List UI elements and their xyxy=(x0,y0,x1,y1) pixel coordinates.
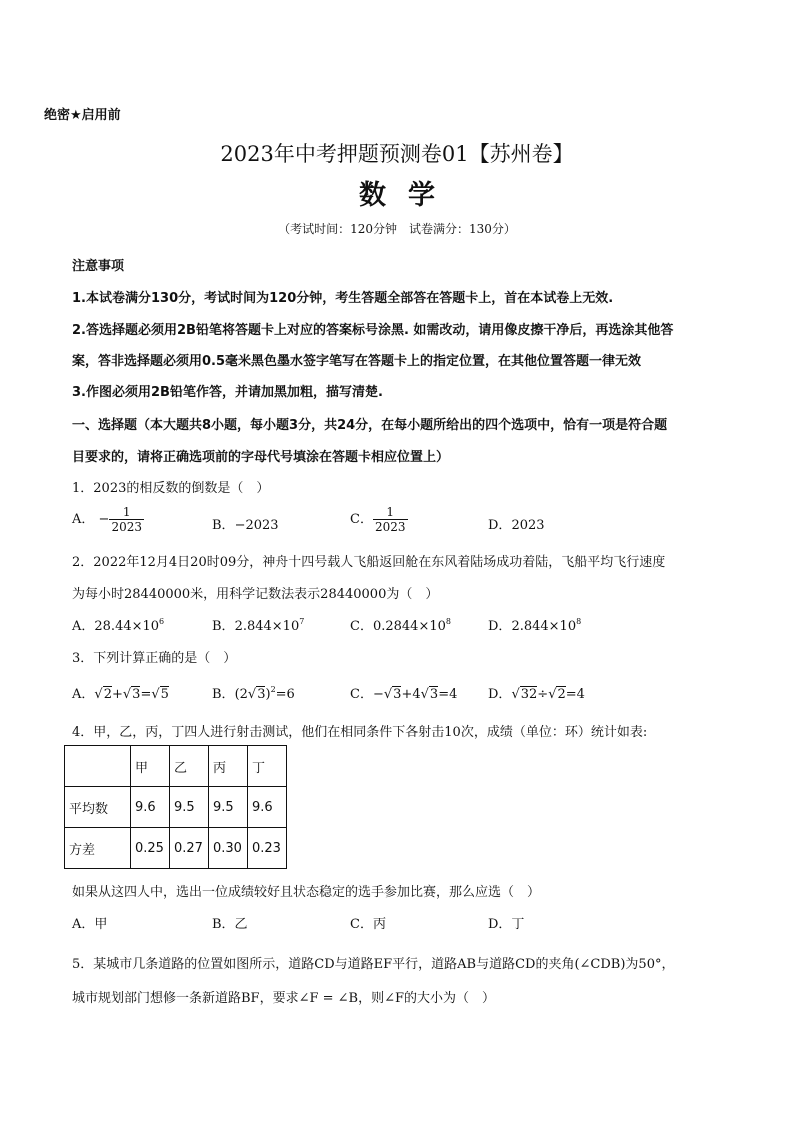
note-item: 2.答选择题必须用2B铅笔将答题卡上对应的答案标号涂黑. 如需改动，请用像皮擦干净后，再选涂其他答 xyxy=(72,323,674,338)
question-5-stem: 5．某城市几条道路的位置如图所示，道路CD与道路EF平行，道路AB与道路CD的夹角(∠CDB)为50°， xyxy=(72,957,675,972)
exponent: 2 xyxy=(270,685,276,694)
table-row xyxy=(65,787,287,828)
exponent: 6 xyxy=(159,617,165,626)
score-table xyxy=(64,745,287,869)
table-cell: 0.27 xyxy=(170,828,209,869)
option-value: 2023 xyxy=(511,518,545,533)
question-3-stem: 3．下列计算正确的是（ ） xyxy=(72,651,237,666)
fraction xyxy=(109,505,144,534)
table-cell: 9.5 xyxy=(170,787,209,828)
table-cell: 丙 xyxy=(209,746,248,787)
radicand: 3 xyxy=(257,687,266,702)
radicand: 32 xyxy=(520,687,538,702)
exam-info: （考试时间：120分钟 试卷满分：130分） xyxy=(278,222,516,236)
option-value: 2.844×10 xyxy=(511,619,577,634)
exponent: 8 xyxy=(576,617,582,626)
q4-option-b: B．乙 xyxy=(212,917,248,932)
table-cell: 甲 xyxy=(131,746,170,787)
option-label: D． xyxy=(488,619,512,634)
question-4-stem: 4．甲，乙，丙，丁四人进行射击测试，他们在相同条件下各射击10次，成绩（单位：环）统计如表: xyxy=(72,725,648,740)
q1-option-c xyxy=(350,505,408,534)
option-value: 28.44×10 xyxy=(94,619,160,634)
option-label: B． xyxy=(212,619,235,634)
table-cell: 方差 xyxy=(65,828,131,869)
table-cell: 9.6 xyxy=(248,787,287,828)
option-label: A． xyxy=(72,687,95,702)
q1-option-d xyxy=(488,514,545,533)
operator: +4 xyxy=(401,687,421,702)
option-value: 2.844×10 xyxy=(234,619,300,634)
minus-sign: − xyxy=(98,512,110,527)
q4-option-c: C．丙 xyxy=(350,917,386,932)
subject-title: 数学 xyxy=(359,180,457,211)
equals: =6 xyxy=(275,687,295,702)
equals: =4 xyxy=(565,687,585,702)
option-label: C． xyxy=(350,619,373,634)
option-label: A． xyxy=(72,619,95,634)
exponent: 8 xyxy=(445,617,451,626)
option-label: C． xyxy=(350,687,373,702)
operator: + xyxy=(111,687,123,702)
table-cell xyxy=(65,746,131,787)
denominator: 2023 xyxy=(111,520,142,534)
q3-option-a: A．√2+√3=√5 xyxy=(72,687,169,702)
option-label: A． xyxy=(72,512,95,527)
notes-heading: 注意事项 xyxy=(72,259,125,274)
radicand: 3 xyxy=(393,687,402,702)
operator: ÷ xyxy=(537,687,549,702)
q2-option-a xyxy=(72,615,164,634)
option-label: D． xyxy=(488,687,512,702)
table-cell: 0.23 xyxy=(248,828,287,869)
section-heading: 一、选择题（本大题共8小题，每小题3分，共24分，在每小题所给出的四个选项中，恰有一项是符合题 xyxy=(72,418,668,433)
option-label: B． xyxy=(212,687,235,702)
table-header-row xyxy=(65,746,287,787)
note-item: 案，答非选择题必须用0.5毫米黑色墨水签字笔写在答题卡上的指定位置，在其他位置答题一律无效 xyxy=(72,354,642,369)
radicand: 3 xyxy=(429,687,439,702)
paren-close: ) xyxy=(265,687,271,702)
radicand: 3 xyxy=(132,687,141,702)
denominator: 2023 xyxy=(374,520,406,534)
exam-title: 2023年中考押题预测卷01【苏州卷】 xyxy=(220,142,574,166)
table-cell: 9.5 xyxy=(209,787,248,828)
fraction xyxy=(373,505,408,534)
equals: =4 xyxy=(438,687,458,702)
table-cell: 9.6 xyxy=(131,787,170,828)
secret-label: 绝密★启用前 xyxy=(44,108,121,123)
q4-option-a: A．甲 xyxy=(72,917,108,932)
question-1-stem: 1．2023的相反数的倒数是（ ） xyxy=(72,481,270,496)
option-label: B． xyxy=(212,518,235,533)
q2-option-d xyxy=(488,615,581,634)
table-cell: 丁 xyxy=(248,746,287,787)
exponent: 7 xyxy=(299,617,305,626)
q3-option-d: D．√32÷√2=4 xyxy=(488,687,585,702)
q1-option-b xyxy=(212,514,279,533)
table-cell: 0.30 xyxy=(209,828,248,869)
table-cell: 0.25 xyxy=(131,828,170,869)
q1-option-a xyxy=(72,505,144,534)
equals: = xyxy=(140,687,152,702)
numerator: 1 xyxy=(109,505,144,520)
q3-option-c: C．−√3+4√3=4 xyxy=(350,687,458,702)
paren-open: (2 xyxy=(234,687,248,702)
note-item: 3.作图必须用2B铅笔作答，并请加黑加粗，描写清楚. xyxy=(72,385,383,400)
question-2-stem: 2．2022年12月4日20时09分，神舟十四号载人飞船返回舱在东风着陆场成功着陆，飞船平均飞行速度 xyxy=(72,555,666,570)
table-cell: 乙 xyxy=(170,746,209,787)
radicand: 5 xyxy=(160,687,169,702)
option-value: 0.2844×10 xyxy=(372,619,446,634)
table-cell: 平均数 xyxy=(65,787,131,828)
table-row xyxy=(65,828,287,869)
q2-option-b xyxy=(212,615,304,634)
minus-sign: − xyxy=(372,687,384,702)
question-4-follow: 如果从这四人中，选出一位成绩较好且状态稳定的选手参加比赛，那么应选（ ） xyxy=(72,885,541,900)
option-label: C． xyxy=(350,512,373,527)
question-2-stem-cont: 为每小时28440000米，用科学记数法表示28440000为（ ） xyxy=(72,587,439,602)
option-label: D． xyxy=(488,518,512,533)
radicand: 2 xyxy=(557,687,566,702)
section-heading-cont: 目要求的，请将正确选项前的字母代号填涂在答题卡相应位置上） xyxy=(72,450,450,465)
numerator: 1 xyxy=(373,505,408,520)
option-value: −2023 xyxy=(234,518,279,533)
question-5-stem-cont: 城市规划部门想修一条新道路BF，要求∠F = ∠B，则∠F的大小为（ ） xyxy=(72,991,496,1006)
note-item: 1.本试卷满分130分，考试时间为120分钟，考生答题全部答在答题卡上，首在本试卷上无效. xyxy=(72,291,614,306)
q4-option-d: D．丁 xyxy=(488,917,525,932)
q2-option-c xyxy=(350,615,451,634)
q3-option-b: B．$(2√3)^2=6$ xyxy=(212,685,295,702)
radicand: 2 xyxy=(103,687,112,702)
